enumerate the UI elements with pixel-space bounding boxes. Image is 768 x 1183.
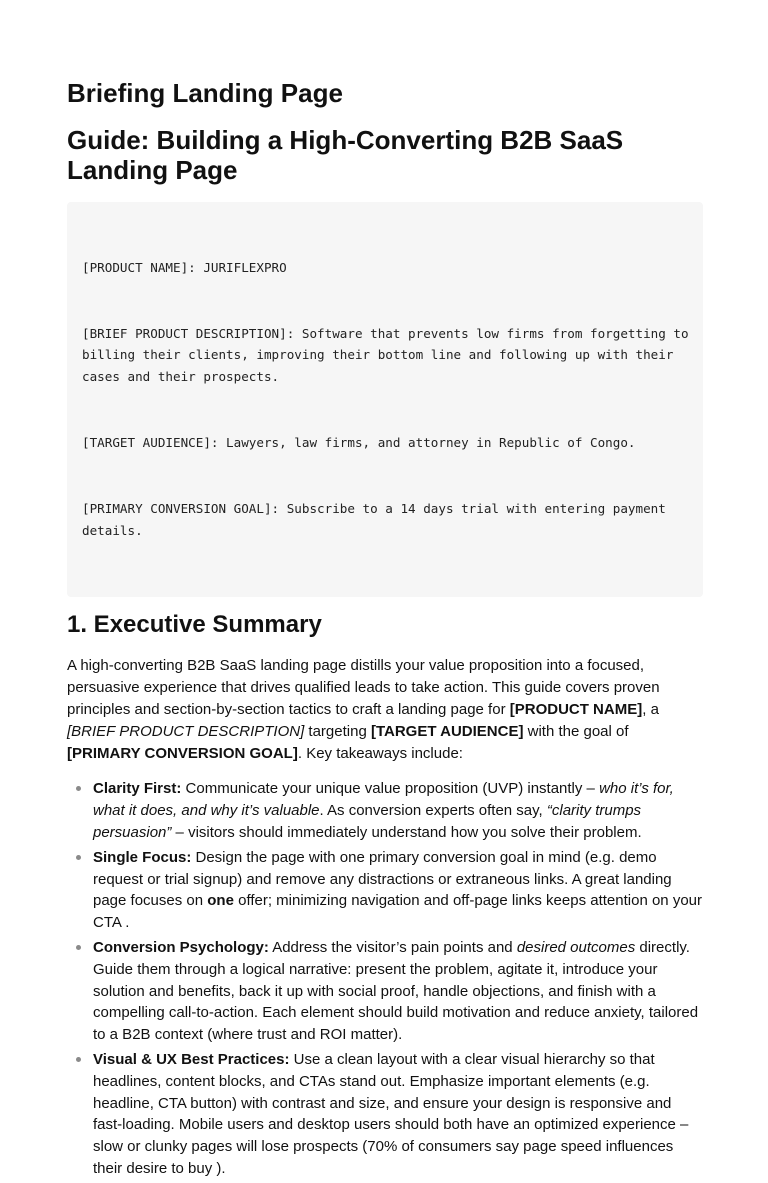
summary-text: A high-converting B2B SaaS landing page distills your value proposition into a focused, persuasive experience that drives qualified leads to take action. This guide covers proven principles and section-by-section tactics to craft a landing page for (67, 657, 660, 718)
list-item (67, 1049, 703, 1180)
product-brief-code-block (67, 202, 703, 597)
takeaway-emphasis: one (207, 892, 234, 910)
takeaway-label: Clarity First: (93, 780, 182, 798)
bullet-icon (76, 855, 81, 860)
list-item (67, 778, 703, 843)
takeaway-text: offer; minimizing navigation and off-page links keeps attention on your CTA . (93, 892, 702, 932)
takeaway-emphasis: who it’s for, what it does, and why it’s valuable (93, 780, 674, 820)
brief-conversion-goal-line: [PRIMARY CONVERSION GOAL]: Subscribe to a 14 days trial with entering payment details. (82, 500, 674, 538)
summary-text: , a (642, 701, 659, 718)
summary-text: . Key takeaways include: (297, 744, 463, 762)
bullet-icon (76, 1057, 81, 1062)
takeaway-label: Conversion Psychology: (93, 938, 269, 956)
takeaway-text: Address the visitor’s pain points and (268, 938, 517, 956)
list-item (67, 847, 703, 934)
summary-text: targeting (304, 722, 371, 740)
brief-product-name-line: [PRODUCT NAME]: JURIFLEXPRO (82, 259, 287, 275)
takeaway-text: Design the page with one primary conversion goal in mind (e.g. demo request or trial signup) and remove any distractions or extraneous links. A great landing page focuses on (93, 848, 672, 910)
executive-summary-heading: 1. Executive Summary (67, 611, 322, 639)
bullet-icon (76, 945, 81, 950)
product-name-placeholder: [PRODUCT NAME] (509, 701, 643, 718)
takeaway-text: directly. Guide them through a logical narrative: present the problem, agitate it, introduce your solution and benefits, back it up with social proof, handle objections, and finish with a compelling call-to-action. Each element should build motivation and reduce anxiety, tailored to a B2B context (where trust and ROI matter). (93, 938, 699, 1044)
list-item (67, 937, 703, 1046)
takeaway-text: – visitors should immediately understand how you solve their problem. (171, 823, 642, 841)
product-description-placeholder: [BRIEF PRODUCT DESCRIPTION] (67, 722, 305, 740)
brief-target-audience-line: [TARGET AUDIENCE]: Lawyers, law firms, and attorney in Republic of Congo. (82, 435, 636, 451)
takeaway-emphasis: desired outcomes (516, 938, 636, 956)
brief-product-description-line: [BRIEF PRODUCT DESCRIPTION]: Software that prevents low firms from forgetting to billing their clients, improving their bottom line and following up with their cases and their prospects. (82, 325, 697, 385)
takeaway-text: Communicate your unique value proposition (UVP) instantly – (181, 780, 600, 798)
takeaway-text: . As conversion experts often say, (319, 802, 547, 820)
document-title: Briefing Landing Page (67, 78, 343, 108)
takeaway-label: Visual & UX Best Practices: (93, 1050, 290, 1068)
takeaway-label: Single Focus: (93, 848, 192, 866)
executive-summary-paragraph (67, 655, 703, 764)
summary-text: with the goal of (523, 722, 629, 740)
guide-title: Guide: Building a High-Converting B2B SaaS Landing Page (67, 125, 624, 185)
target-audience-placeholder: [TARGET AUDIENCE] (370, 722, 524, 740)
takeaway-text: Use a clean layout with a clear visual hierarchy so that headlines, content blocks, and CTAs stand out. Emphasize important elements (e.g. headline, CTA button) with contrast and size, and ensure your design is responsive and fast-loading. Mobile users and desktop users should both have an optimized experience – slow or clunky pages will lose prospects (70% of consumers say page speed influences their desire to buy ). (93, 1050, 689, 1177)
key-takeaways-list (67, 778, 703, 1179)
takeaway-quote: “clarity trumps persuasion” (93, 802, 642, 841)
bullet-icon (76, 786, 81, 791)
conversion-goal-placeholder: [PRIMARY CONVERSION GOAL] (67, 744, 298, 762)
document-body (67, 78, 703, 1183)
